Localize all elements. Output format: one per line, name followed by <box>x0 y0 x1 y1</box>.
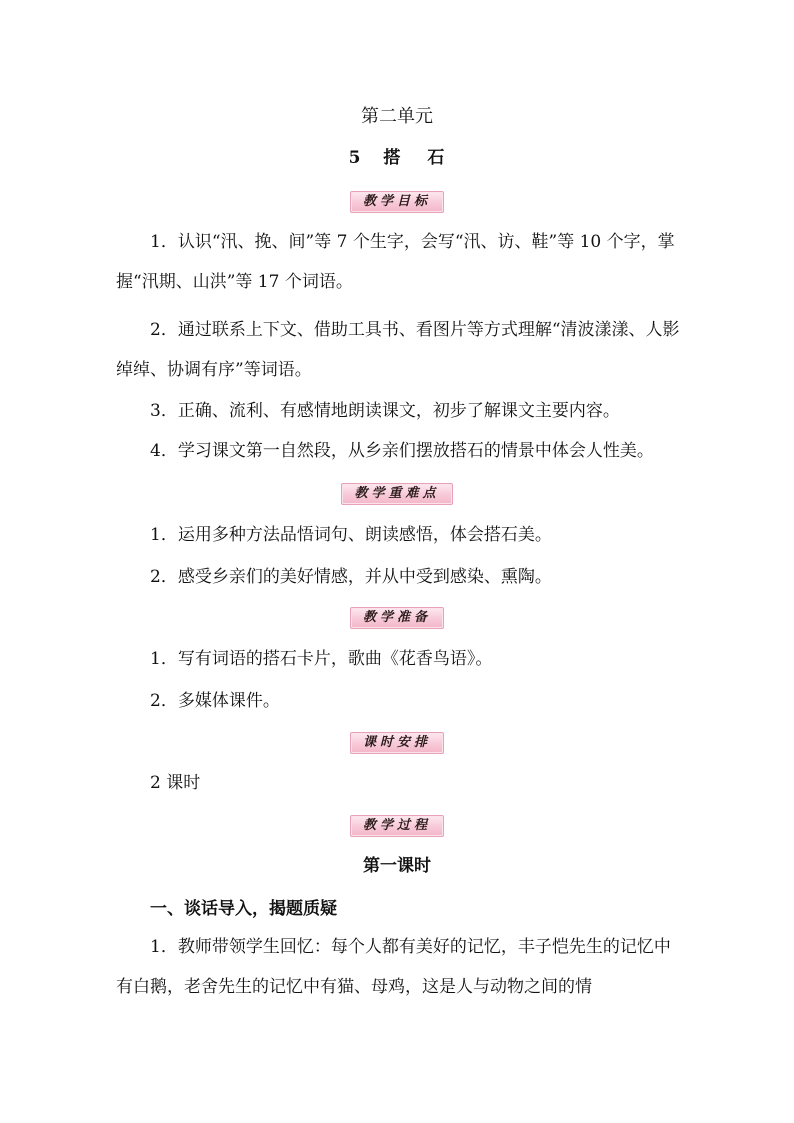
preparation-1: 1．写有词语的搭石卡片，歌曲《花香鸟语》。 <box>150 649 493 669</box>
preparation-badge-row <box>0 606 794 629</box>
process-badge: 教学过程 <box>350 815 444 837</box>
objective-2: 2．通过联系上下文、借助工具书、看图片等方式理解“清波漾漾、人影绰绰、协调有序”等词语。 <box>116 320 680 380</box>
lesson-title-char-1: 搭 <box>383 148 402 168</box>
schedule-badge: 课时安排 <box>350 732 444 754</box>
lesson-title-char-2: 石 <box>427 148 446 168</box>
lesson-title <box>0 146 794 170</box>
objectives-badge: 教学目标 <box>350 191 444 213</box>
first-lesson-heading: 第一课时 <box>363 856 431 876</box>
objective-3: 3．正确、流利、有感情地朗读课文，初步了解课文主要内容。 <box>150 401 620 421</box>
key-points-badge: 教学重难点 <box>341 483 452 505</box>
unit-title: 第二单元 <box>361 106 433 127</box>
key-points-badge-row <box>0 482 794 505</box>
key-point-2: 2．感受乡亲们的美好情感，并从中受到感染、熏陶。 <box>150 567 552 587</box>
preparation-2: 2．多媒体课件。 <box>150 691 280 711</box>
schedule-badge-row <box>0 731 794 754</box>
objective-1: 1．认识“汛、挽、间”等 7 个生字，会写“汛、访、鞋”等 10 个字，掌握“汛期、山洪”等 17 个词语。 <box>116 232 675 292</box>
process-paragraph: 1．教师带领学生回忆：每个人都有美好的记忆，丰子恺先生的记忆中有白鹅，老舍先生的记忆中有猫、母鸡，这是人与动物之间的情 <box>116 937 671 997</box>
objective-4: 4．学习课文第一自然段，从乡亲们摆放搭石的情景中体会人性美。 <box>150 441 654 461</box>
preparation-badge: 教学准备 <box>350 607 444 629</box>
objectives-badge-row <box>0 190 794 213</box>
key-point-1: 1．运用多种方法品悟词句、朗读感悟，体会搭石美。 <box>150 525 552 545</box>
section-heading: 一、谈话导入，揭题质疑 <box>150 899 337 919</box>
process-badge-row <box>0 814 794 837</box>
lesson-number: 5 <box>348 148 362 168</box>
schedule-text: 2 课时 <box>150 773 201 793</box>
